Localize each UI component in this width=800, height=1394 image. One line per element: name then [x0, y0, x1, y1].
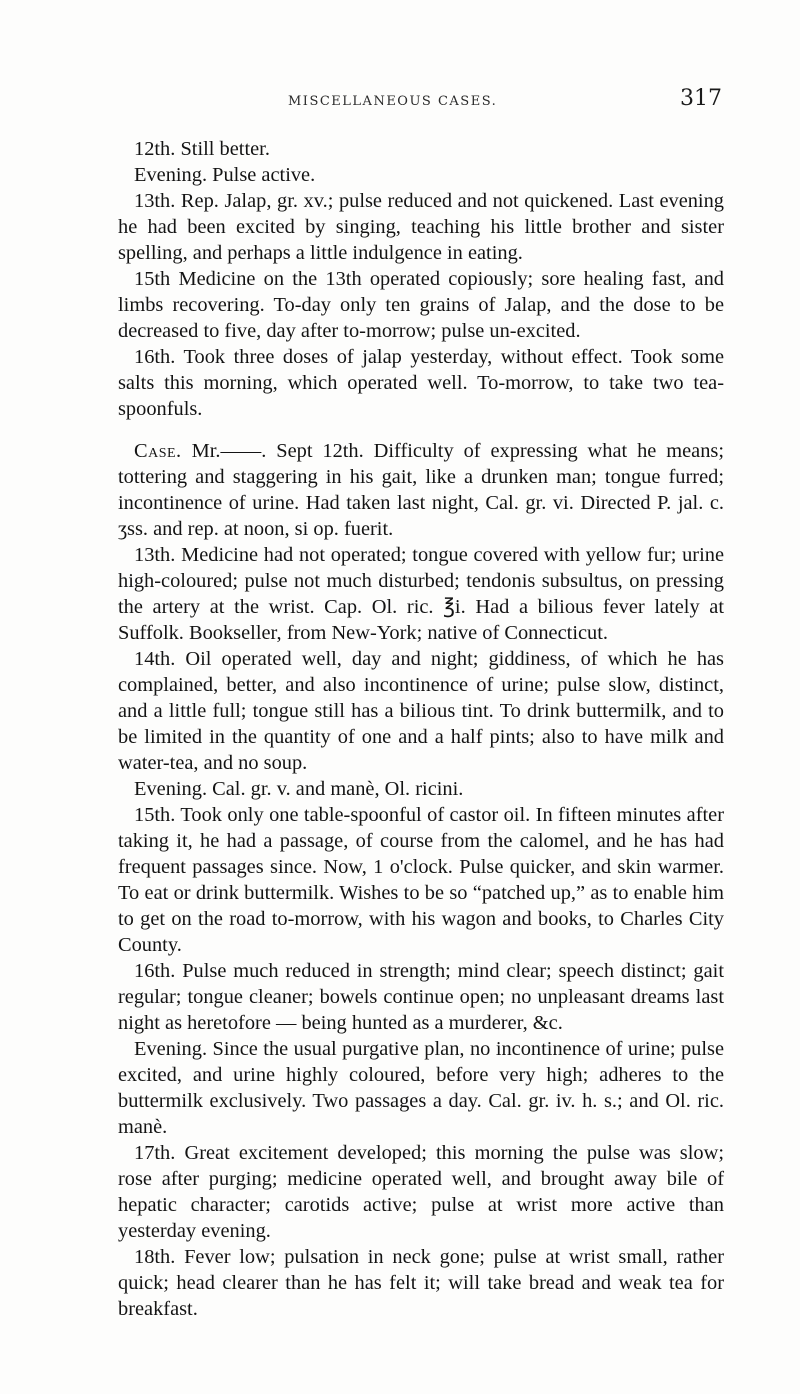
- case-evening-16th: Evening. Since the usual purgative plan, no incontinence of urine; pulse excited, and urine highly coloured, before very high; adheres to the buttermilk exclusively. Two passages a day. Cal. gr. iv. h. s.; and Ol. ric. manè.: [118, 1038, 724, 1138]
- case-13th: 13th. Medicine had not operated; tongue covered with yellow fur; urine high-coloured; pulse not much disturbed; tendonis subsultus, on pressing the artery at the wrist. Cap. Ol. ric. ℥i. Had a bilious fever lately at Suffolk. Bookseller, from New-York; native of Connecticut.: [118, 544, 724, 644]
- paragraph-evening-1: Evening. Pulse active.: [134, 164, 316, 186]
- page-number: 317: [680, 86, 722, 111]
- paragraph-16th: 16th. Took three doses of jalap yesterday, without effect. Took some salts this morning, which operated well. To-morrow, to take two tea-spoonfuls.: [118, 346, 724, 420]
- body-text: [118, 136, 724, 1322]
- case-14th: 14th. Oil operated well, day and night; giddiness, of which he has complained, better, and also incontinence of urine; pulse slow, distinct, and a little full; tongue still has a bilious tint. To drink buttermilk, and to be limited in the quantity of one and a half pints; also to have milk and water-tea, and no soup.: [118, 648, 724, 774]
- running-head: [118, 86, 722, 116]
- paragraph-13th: 13th. Rep. Jalap, gr. xv.; pulse reduced and not quickened. Last evening he had been excited by singing, teaching his little brother and sister spelling, and perhaps a little indulgence in eating.: [118, 190, 724, 264]
- case-16th: 16th. Pulse much reduced in strength; mind clear; speech distinct; gait regular; tongue cleaner; bowels continue open; no unpleasant dreams last night as heretofore — being hunted as a murderer, &c.: [118, 960, 724, 1034]
- paragraph-12th: 12th. Still better.: [134, 138, 270, 160]
- case-text: Mr.——. Sept 12th. Difficulty of expressing what he means; tottering and staggering in his gait, like a drunken man; tongue furred; incontinence of urine. Had taken last night, Cal. gr. vi. Directed P. jal. c. ʒss. and rep. at noon, si op. fuerit.: [118, 440, 724, 540]
- case-paragraph: [118, 438, 724, 542]
- case-label: Case.: [134, 440, 182, 462]
- running-title: MISCELLANEOUS CASES.: [288, 94, 498, 109]
- case-17th: 17th. Great excitement developed; this morning the pulse was slow; rose after purging; medicine operated well, and brought away bile of hepatic character; carotids active; pulse at wrist more active than yesterday evening.: [118, 1142, 724, 1242]
- case-18th: 18th. Fever low; pulsation in neck gone; pulse at wrist small, rather quick; head clearer than he has felt it; will take bread and weak tea for breakfast.: [118, 1246, 724, 1320]
- case-15th: 15th. Took only one table-spoonful of castor oil. In fifteen minutes after taking it, he had a passage, of course from the calomel, and he has had frequent passages since. Now, 1 o'clock. Pulse quicker, and skin warmer. To eat or drink buttermilk. Wishes to be so “patched up,” as to enable him to get on the road to-morrow, with his wagon and books, to Charles City County.: [118, 804, 724, 956]
- paragraph-15th: 15th Medicine on the 13th operated copiously; sore healing fast, and limbs recovering. To-day only ten grains of Jalap, and the dose to be decreased to five, day after to-morrow; pulse un-excited.: [118, 268, 724, 342]
- case-evening-14th: Evening. Cal. gr. v. and manè, Ol. ricini.: [134, 778, 464, 800]
